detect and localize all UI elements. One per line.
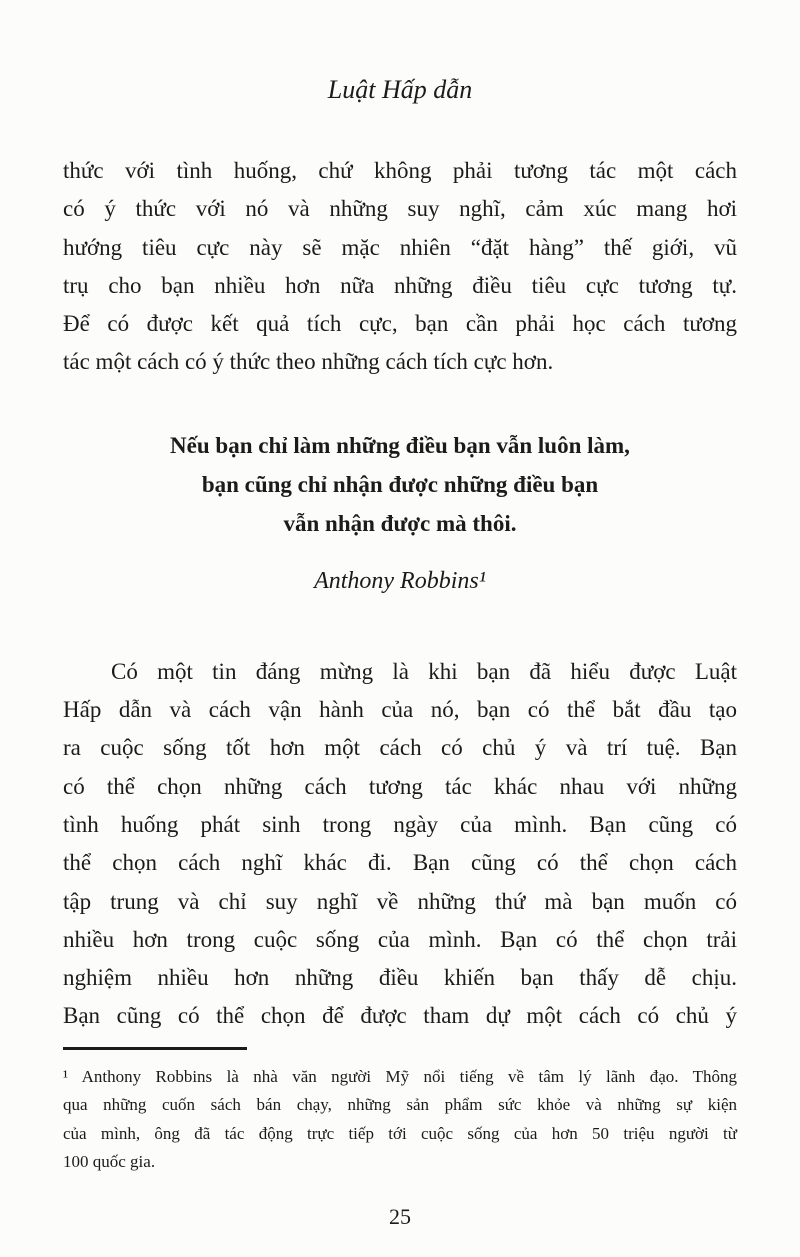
text-line: tình huống phát sinh trong ngày của mình. Bạn cũng có bbox=[63, 811, 737, 837]
text-line: thể chọn cách nghĩ khác đi. Bạn cũng có thể chọn cách bbox=[63, 850, 737, 876]
paragraph bbox=[63, 653, 737, 1036]
text-line: tác một cách có ý thức theo những cách tích cực hơn. bbox=[63, 349, 554, 375]
page-number: 25 bbox=[389, 1203, 411, 1229]
text-line: nhiều hơn trong cuộc sống của mình. Bạn có thể chọn trải bbox=[63, 926, 737, 952]
text-line: Có một tin đáng mừng là khi bạn đã hiểu được Luật bbox=[111, 658, 737, 684]
text-line: có thể chọn những cách tương tác khác nhau với những bbox=[63, 773, 737, 799]
text-line: trụ cho bạn nhiều hơn nữa những điều tiêu cực tương tự. bbox=[63, 272, 737, 298]
text-line: tập trung và chỉ suy nghĩ về những thứ mà bạn muốn có bbox=[63, 888, 737, 914]
footnote-line: qua những cuốn sách bán chạy, những sản phẩm sức khỏe và những sự kiện bbox=[63, 1095, 737, 1115]
text-line: nghiệm nhiều hơn những điều khiến bạn thấy dễ chịu. bbox=[63, 965, 737, 991]
footnote-line: của mình, ông đã tác động trực tiếp tới cuộc sống của hơn 50 triệu người từ bbox=[63, 1123, 737, 1143]
block-quote bbox=[63, 426, 737, 543]
text-line: Bạn cũng có thể chọn để được tham dự một cách có chủ ý bbox=[63, 1003, 737, 1029]
quote-line: Nếu bạn chỉ làm những điều bạn vẫn luôn làm, bbox=[170, 432, 630, 458]
quote-line: vẫn nhận được mà thôi. bbox=[283, 510, 517, 536]
text-line: thức với tình huống, chứ không phải tương tác một cách bbox=[63, 158, 737, 183]
quote-line: bạn cũng chỉ nhận được những điều bạn bbox=[201, 471, 599, 497]
text-line: hướng tiêu cực này sẽ mặc nhiên “đặt hàng” thế giới, vũ bbox=[63, 234, 737, 260]
footnote bbox=[63, 1063, 737, 1177]
quote-attribution: Anthony Robbins¹ bbox=[314, 567, 486, 594]
paragraph-continued bbox=[63, 152, 737, 382]
footnote-divider bbox=[63, 1047, 247, 1050]
text-line: Để có được kết quả tích cực, bạn cần phải học cách tương bbox=[63, 311, 737, 337]
text-line: Hấp dẫn và cách vận hành của nó, bạn có thể bắt đầu tạo bbox=[63, 697, 737, 723]
running-head: Luật Hấp dẫn bbox=[327, 75, 473, 104]
footnote-line: ¹ Anthony Robbins là nhà văn người Mỹ nổi tiếng về tâm lý lãnh đạo. Thông bbox=[63, 1066, 737, 1086]
text-line: ra cuộc sống tốt hơn một cách có chủ ý và trí tuệ. Bạn bbox=[63, 735, 737, 761]
text-line: có ý thức với nó và những suy nghĩ, cảm xúc mang hơi bbox=[63, 196, 737, 222]
footnote-line: 100 quốc gia. bbox=[63, 1152, 156, 1172]
